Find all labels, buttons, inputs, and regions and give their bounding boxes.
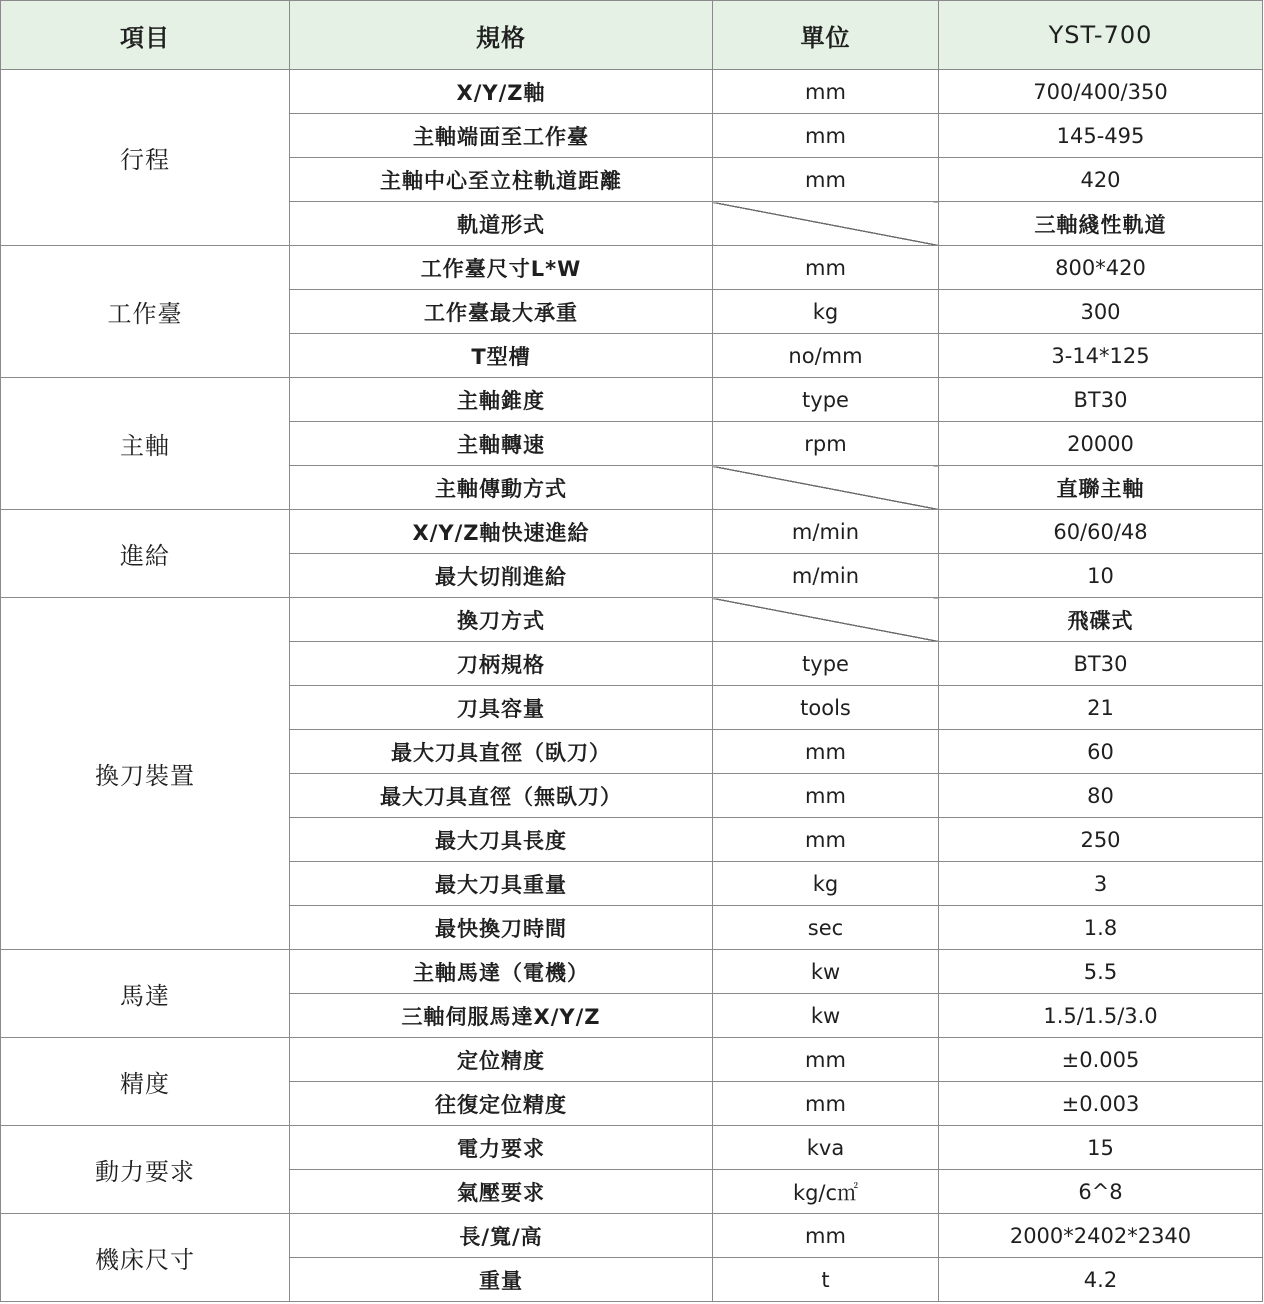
unit-cell: rpm (713, 422, 939, 466)
value-cell: 10 (939, 554, 1263, 598)
spec-cell: 工作臺尺寸L*W (290, 246, 713, 290)
value-cell: 3-14*125 (939, 334, 1263, 378)
unit-cell-empty-diagonal (713, 598, 939, 642)
unit-cell: type (713, 642, 939, 686)
value-cell: 1.5/1.5/3.0 (939, 994, 1263, 1038)
category-cell: 進給 (1, 510, 290, 598)
spec-cell: 主軸端面至工作臺 (290, 114, 713, 158)
category-cell: 行程 (1, 70, 290, 246)
category-cell: 動力要求 (1, 1126, 290, 1214)
header-unit: 單位 (713, 1, 939, 70)
spec-cell: 主軸中心至立柱軌道距離 (290, 158, 713, 202)
unit-cell: kg (713, 290, 939, 334)
value-cell: 4.2 (939, 1258, 1263, 1302)
table-row (1, 598, 1263, 642)
spec-cell: 三軸伺服馬達X/Y/Z (290, 994, 713, 1038)
category-cell: 機床尺寸 (1, 1214, 290, 1302)
unit-cell: m/min (713, 510, 939, 554)
value-cell: 三軸綫性軌道 (939, 202, 1263, 246)
spec-cell: 最大刀具重量 (290, 862, 713, 906)
spec-cell: 最大刀具直徑（臥刀） (290, 730, 713, 774)
value-cell: 飛碟式 (939, 598, 1263, 642)
unit-cell: kva (713, 1126, 939, 1170)
table-row (1, 510, 1263, 554)
spec-cell: 主軸錐度 (290, 378, 713, 422)
spec-cell: 定位精度 (290, 1038, 713, 1082)
unit-cell: mm (713, 246, 939, 290)
unit-cell: mm (713, 818, 939, 862)
spec-cell: 往復定位精度 (290, 1082, 713, 1126)
spec-cell: 工作臺最大承重 (290, 290, 713, 334)
category-cell: 主軸 (1, 378, 290, 510)
unit-cell: mm (713, 158, 939, 202)
header-model: YST-700 (939, 1, 1263, 70)
header-item: 項目 (1, 1, 290, 70)
unit-cell: m/min (713, 554, 939, 598)
unit-cell: mm (713, 1082, 939, 1126)
value-cell: 2000*2402*2340 (939, 1214, 1263, 1258)
category-cell: 換刀裝置 (1, 598, 290, 950)
unit-cell: kg/c㎡ (713, 1170, 939, 1214)
value-cell: 5.5 (939, 950, 1263, 994)
spec-cell: 主軸馬達（電機） (290, 950, 713, 994)
value-cell: 1.8 (939, 906, 1263, 950)
unit-cell: mm (713, 1214, 939, 1258)
spec-cell: 換刀方式 (290, 598, 713, 642)
table-row (1, 1038, 1263, 1082)
value-cell: 700/400/350 (939, 70, 1263, 114)
spec-cell: 重量 (290, 1258, 713, 1302)
value-cell: 80 (939, 774, 1263, 818)
unit-cell: type (713, 378, 939, 422)
value-cell: BT30 (939, 642, 1263, 686)
value-cell: 60 (939, 730, 1263, 774)
table-row (1, 950, 1263, 994)
spec-cell: 氣壓要求 (290, 1170, 713, 1214)
table-row (1, 1126, 1263, 1170)
value-cell: ±0.005 (939, 1038, 1263, 1082)
spec-table-body (1, 70, 1263, 1302)
spec-cell: X/Y/Z軸 (290, 70, 713, 114)
value-cell: 300 (939, 290, 1263, 334)
unit-cell: kw (713, 950, 939, 994)
category-cell: 馬達 (1, 950, 290, 1038)
value-cell: ±0.003 (939, 1082, 1263, 1126)
value-cell: 15 (939, 1126, 1263, 1170)
table-row (1, 70, 1263, 114)
spec-cell: 刀柄規格 (290, 642, 713, 686)
value-cell: 145-495 (939, 114, 1263, 158)
category-cell: 工作臺 (1, 246, 290, 378)
header-spec: 規格 (290, 1, 713, 70)
unit-cell: tools (713, 686, 939, 730)
unit-cell: no/mm (713, 334, 939, 378)
spec-cell: 刀具容量 (290, 686, 713, 730)
header-row (1, 1, 1263, 70)
value-cell: 20000 (939, 422, 1263, 466)
unit-cell: mm (713, 70, 939, 114)
spec-cell: 最大切削進給 (290, 554, 713, 598)
table-row (1, 378, 1263, 422)
spec-cell: 最大刀具長度 (290, 818, 713, 862)
value-cell: 3 (939, 862, 1263, 906)
unit-cell: kg (713, 862, 939, 906)
unit-cell: kw (713, 994, 939, 1038)
spec-cell: 最大刀具直徑（無臥刀） (290, 774, 713, 818)
category-cell: 精度 (1, 1038, 290, 1126)
unit-cell: mm (713, 1038, 939, 1082)
unit-cell-empty-diagonal (713, 466, 939, 510)
spec-cell: 軌道形式 (290, 202, 713, 246)
spec-cell: 長/寬/高 (290, 1214, 713, 1258)
unit-cell-empty-diagonal (713, 202, 939, 246)
value-cell: 800*420 (939, 246, 1263, 290)
spec-cell: T型槽 (290, 334, 713, 378)
spec-cell: 最快換刀時間 (290, 906, 713, 950)
value-cell: 6^8 (939, 1170, 1263, 1214)
unit-cell: mm (713, 730, 939, 774)
value-cell: 420 (939, 158, 1263, 202)
table-row (1, 246, 1263, 290)
spec-cell: 主軸傳動方式 (290, 466, 713, 510)
value-cell: 直聯主軸 (939, 466, 1263, 510)
spec-cell: 主軸轉速 (290, 422, 713, 466)
spec-cell: 電力要求 (290, 1126, 713, 1170)
table-row (1, 1214, 1263, 1258)
value-cell: 60/60/48 (939, 510, 1263, 554)
value-cell: 250 (939, 818, 1263, 862)
spec-cell: X/Y/Z軸快速進給 (290, 510, 713, 554)
unit-cell: t (713, 1258, 939, 1302)
unit-cell: mm (713, 774, 939, 818)
unit-cell: sec (713, 906, 939, 950)
value-cell: BT30 (939, 378, 1263, 422)
value-cell: 21 (939, 686, 1263, 730)
unit-cell: mm (713, 114, 939, 158)
